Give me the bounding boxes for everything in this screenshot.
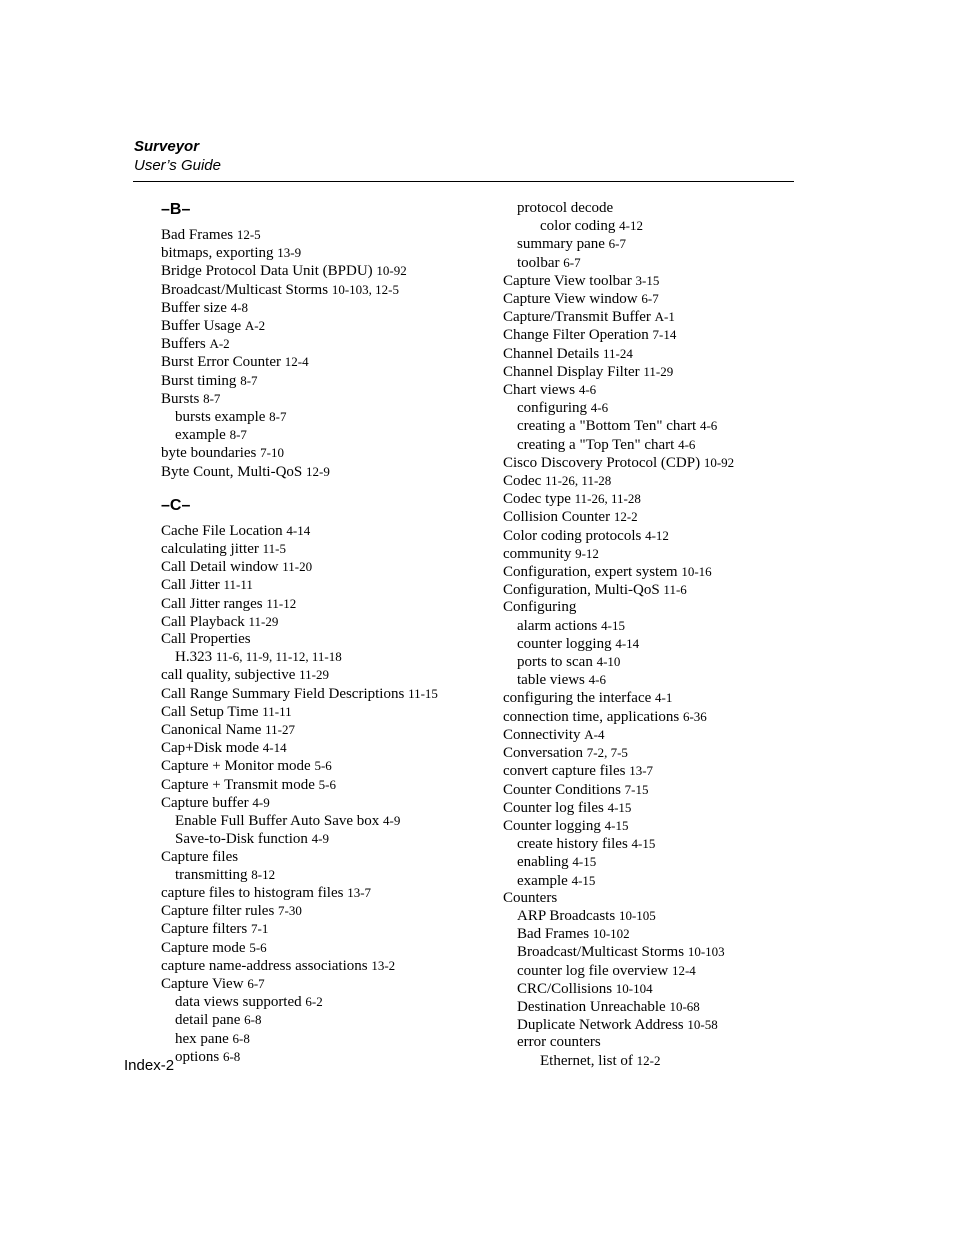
index-term: Call Jitter ranges	[161, 595, 263, 612]
header-rule	[133, 181, 794, 182]
index-entry	[503, 817, 734, 835]
page-reference[interactable]: 12-5	[236, 227, 261, 242]
index-term: creating a "Bottom Ten" chart	[517, 418, 697, 435]
index-term: H.323	[175, 649, 213, 666]
index-term: Bridge Protocol Data Unit (BPDU)	[161, 263, 373, 280]
section-heading: –C–	[161, 496, 191, 514]
index-entry	[503, 472, 734, 490]
page-reference[interactable]: 8-7	[240, 372, 258, 388]
index-term: Canonical Name	[161, 722, 262, 739]
index-subentry	[503, 671, 734, 689]
page-number: Index-2	[124, 1057, 175, 1074]
index-entry	[161, 902, 438, 920]
page-reference[interactable]: 11-26, 11-28	[574, 491, 641, 507]
index-entry	[161, 463, 438, 481]
page-reference[interactable]: 11-29	[643, 363, 674, 379]
index-subentry	[503, 617, 734, 635]
index-term: creating a "Top Ten" chart	[517, 436, 675, 453]
page-reference[interactable]: A-2	[209, 336, 230, 352]
index-term: capture name-address associations	[161, 957, 368, 974]
running-header-subtitle: User’s Guide	[134, 157, 221, 174]
index-subentry	[503, 417, 734, 435]
index-term: Codec	[503, 473, 542, 490]
page-reference[interactable]: 4-12	[619, 218, 643, 234]
page-reference[interactable]: 11-15	[408, 685, 438, 701]
page-reference[interactable]: 4-9	[383, 813, 401, 829]
index-column-right	[503, 200, 734, 1070]
page-reference[interactable]: 4-14	[262, 740, 287, 756]
page-reference[interactable]: 7-2, 7-5	[586, 745, 628, 761]
index-subentry	[503, 254, 734, 272]
index-term: color coding	[540, 218, 616, 235]
index-entry	[503, 563, 734, 581]
index-term: Chart views	[503, 382, 576, 399]
index-term: Counter log files	[503, 799, 604, 816]
index-entry	[161, 317, 438, 335]
index-term: Color coding protocols	[503, 527, 642, 544]
index-term: error counters	[517, 1034, 601, 1051]
index-entry	[161, 685, 438, 703]
index-subentry	[503, 853, 734, 871]
page-reference[interactable]: 8-7	[269, 409, 287, 425]
index-term: Configuration, Multi-QoS	[503, 582, 660, 599]
page-reference[interactable]: 8-7	[229, 427, 247, 443]
index-term: Capture View toolbar	[503, 272, 632, 289]
index-term: protocol decode	[517, 200, 614, 216]
index-subentry	[503, 200, 734, 217]
index-entry	[161, 353, 438, 371]
page-reference[interactable]: 10-102	[592, 926, 630, 942]
page-reference[interactable]: 6-8	[244, 1012, 262, 1028]
page-reference[interactable]: 12-4	[284, 354, 309, 370]
index-subentry	[503, 925, 734, 943]
page-reference[interactable]: 10-92	[703, 454, 735, 470]
index-subentry	[503, 962, 734, 980]
page-reference[interactable]: 12-9	[306, 463, 330, 479]
index-term: Collision Counter	[503, 509, 611, 526]
page-reference[interactable]: 11-5	[262, 541, 286, 557]
index-entry	[161, 595, 438, 613]
index-entry	[503, 454, 734, 472]
index-entry	[503, 781, 734, 799]
page-reference[interactable]: 4-15	[601, 617, 625, 633]
index-entry	[503, 272, 734, 290]
index-term: Capture/Transmit Buffer	[503, 309, 651, 326]
index-term: Cache File Location	[161, 522, 283, 539]
index-term: Call Jitter	[161, 577, 220, 594]
index-subentry	[503, 872, 734, 890]
page-reference[interactable]: 5-6	[318, 776, 336, 792]
index-term: summary pane	[517, 236, 605, 253]
page-reference[interactable]: 10-92	[376, 263, 407, 279]
index-subentry	[161, 866, 438, 884]
index-subentry	[161, 648, 438, 666]
page-reference[interactable]: 8-12	[251, 866, 276, 882]
index-term: Conversation	[503, 745, 583, 762]
index-term: Enable Full Buffer Auto Save box	[175, 813, 380, 830]
index-subentry	[161, 408, 438, 426]
index-term: Connectivity	[503, 726, 581, 743]
index-term: Capture files	[161, 848, 239, 865]
page-reference[interactable]: 11-29	[299, 667, 330, 683]
index-term: Capture View window	[503, 291, 638, 308]
index-term: example	[517, 872, 568, 889]
page-reference[interactable]: 4-15	[607, 799, 632, 815]
index-term: Configuration, expert system	[503, 564, 678, 581]
index-term: Call Properties	[161, 631, 251, 648]
index-term: Cap+Disk mode	[161, 740, 260, 757]
index-entry	[503, 527, 734, 545]
index-term: counter logging	[517, 635, 612, 652]
index-term: Broadcast/Multicast Storms	[161, 281, 329, 298]
index-entry	[161, 884, 438, 902]
index-term: Counter logging	[503, 817, 601, 834]
index-term: byte boundaries	[161, 445, 257, 462]
index-entry	[161, 794, 438, 812]
page-reference[interactable]: 11-12	[266, 595, 297, 611]
index-term: Call Detail window	[161, 559, 279, 576]
index-term: alarm actions	[517, 617, 598, 634]
index-term: Counter Conditions	[503, 781, 621, 798]
index-term: Broadcast/Multicast Storms	[517, 944, 685, 961]
page-reference[interactable]: 6-8	[232, 1030, 250, 1046]
index-entry	[503, 490, 734, 508]
index-term: counter log file overview	[517, 962, 669, 979]
page-reference[interactable]: 12-2	[636, 1052, 661, 1068]
page-reference[interactable]: 7-15	[624, 781, 649, 797]
index-entry	[503, 545, 734, 563]
index-term: options	[175, 1048, 220, 1065]
index-term: Destination Unreachable	[517, 998, 666, 1015]
index-subentry	[161, 1011, 438, 1029]
page-reference[interactable]: 4-6	[699, 418, 718, 434]
index-term: configuring	[517, 400, 587, 417]
index-entry	[161, 372, 438, 390]
page-reference[interactable]: 5-6	[249, 939, 267, 955]
page-reference[interactable]: 10-58	[687, 1017, 718, 1033]
index-term: community	[503, 545, 572, 562]
index-subentry	[503, 1016, 734, 1034]
index-entry	[503, 326, 734, 344]
index-subentry	[161, 426, 438, 444]
index-entry	[161, 703, 438, 721]
index-entry	[503, 345, 734, 363]
index-term: ports to scan	[517, 654, 593, 671]
index-term: calculating jitter	[161, 541, 259, 558]
page-reference[interactable]: 7-14	[652, 327, 677, 343]
page-reference[interactable]: 6-7	[608, 236, 626, 252]
page-reference[interactable]: A-2	[244, 318, 266, 334]
index-entry	[161, 957, 438, 975]
index-entry	[161, 849, 438, 866]
running-header-title: Surveyor	[134, 138, 200, 155]
page-reference[interactable]: 4-14	[615, 635, 640, 651]
index-subentry	[503, 1034, 734, 1051]
page-reference[interactable]: 6-7	[563, 254, 581, 270]
index-subentry	[503, 217, 734, 235]
index-subentry	[503, 635, 734, 653]
index-entry	[161, 920, 438, 938]
index-term: enabling	[517, 854, 569, 871]
index-term: Capture + Monitor mode	[161, 758, 311, 775]
index-entry	[161, 558, 438, 576]
page-reference[interactable]: 4-10	[596, 654, 621, 670]
page-reference[interactable]: 4-6	[578, 382, 597, 398]
page-reference[interactable]: 4-14	[286, 522, 311, 538]
page-reference[interactable]: 4-15	[604, 817, 629, 833]
index-entry	[161, 335, 438, 353]
index-entry	[161, 226, 438, 244]
page-reference[interactable]: 8-7	[203, 390, 221, 406]
index-entry	[503, 599, 734, 616]
index-term: Channel Details	[503, 345, 600, 362]
page-reference[interactable]: 5-6	[314, 758, 332, 774]
index-term: Call Playback	[161, 613, 245, 630]
page-reference[interactable]: 4-6	[590, 400, 609, 416]
page-reference[interactable]: 10-68	[669, 998, 700, 1014]
page-reference[interactable]: 11-29	[248, 613, 279, 629]
index-subentry	[503, 1052, 734, 1070]
page-reference[interactable]: 13-2	[371, 957, 396, 973]
index-entry	[161, 576, 438, 594]
index-term: Ethernet, list of	[540, 1052, 633, 1069]
index-entry	[161, 739, 438, 757]
index-term: Capture + Transmit mode	[161, 776, 315, 793]
page-reference[interactable]: 13-9	[277, 245, 302, 261]
page-reference[interactable]: 9-12	[575, 545, 599, 561]
index-term: hex pane	[175, 1030, 229, 1047]
index-term: Codec type	[503, 491, 571, 508]
index-entry	[161, 540, 438, 558]
index-entry	[161, 939, 438, 957]
page-reference[interactable]: 4-1	[655, 690, 673, 706]
index-term: call quality, subjective	[161, 667, 296, 684]
index-entry	[503, 308, 734, 326]
index-term: Burst timing	[161, 372, 237, 389]
index-term: Capture buffer	[161, 794, 249, 811]
index-entry	[503, 290, 734, 308]
index-term: Capture mode	[161, 939, 246, 956]
index-entry	[503, 581, 734, 599]
index-term: detail pane	[175, 1012, 241, 1029]
page-reference[interactable]: 10-105	[618, 907, 656, 923]
page-reference[interactable]: A-1	[654, 309, 675, 325]
page-reference[interactable]: 11-11	[262, 703, 292, 719]
index-term: Byte Count, Multi-QoS	[161, 463, 303, 480]
page-reference[interactable]: 11-26, 11-28	[545, 473, 612, 489]
index-entry	[503, 508, 734, 526]
page-reference[interactable]: 11-24	[602, 345, 633, 361]
page-reference[interactable]: 6-8	[222, 1048, 241, 1064]
page-reference[interactable]: 4-15	[631, 836, 656, 852]
index-term: ARP Broadcasts	[517, 907, 616, 924]
page-reference[interactable]: 11-20	[282, 559, 313, 575]
index-entry	[161, 262, 438, 280]
index-column-left	[161, 200, 438, 1066]
page-reference[interactable]: 4-9	[252, 794, 270, 810]
index-entry	[503, 890, 734, 907]
index-term: bursts example	[175, 409, 266, 426]
index-subentry	[503, 436, 734, 454]
index-entry	[161, 299, 438, 317]
index-entry	[161, 444, 438, 462]
index-term: table views	[517, 672, 585, 689]
page-reference[interactable]: 6-36	[682, 708, 707, 724]
index-subentry	[161, 993, 438, 1011]
index-subentry	[503, 907, 734, 925]
index-term: Channel Display Filter	[503, 363, 640, 380]
index-term: Buffers	[161, 336, 206, 353]
index-term: Save-to-Disk function	[175, 831, 308, 848]
section-heading: –B–	[161, 201, 191, 218]
index-entry	[503, 363, 734, 381]
index-term: Burst Error Counter	[161, 354, 281, 371]
index-term: connection time, applications	[503, 708, 680, 725]
index-term: capture files to histogram files	[161, 884, 344, 901]
index-subentry	[161, 1030, 438, 1048]
index-term: Change Filter Operation	[503, 327, 649, 344]
index-term: CRC/Collisions	[517, 980, 613, 997]
page-reference[interactable]: 11-27	[265, 722, 295, 738]
page-reference[interactable]: 12-2	[613, 509, 638, 525]
page-reference[interactable]: 12-4	[671, 962, 696, 978]
page-reference[interactable]: 3-15	[635, 272, 660, 288]
index-entry	[503, 744, 734, 762]
index-term: Buffer Usage	[161, 318, 242, 335]
page-reference[interactable]: 11-6	[663, 582, 687, 598]
index-subentry	[503, 235, 734, 253]
index-term: configuring the interface	[503, 690, 652, 707]
page-reference[interactable]: 10-103, 12-5	[331, 281, 399, 297]
index-term: Bad Frames	[161, 227, 234, 243]
index-entry	[161, 975, 438, 993]
index-term: create history files	[517, 836, 628, 853]
page-reference[interactable]: 7-10	[260, 445, 284, 461]
page-reference[interactable]: 4-6	[588, 672, 606, 688]
index-subentry	[161, 812, 438, 830]
index-subentry	[161, 830, 438, 848]
index-term: Configuring	[503, 599, 577, 616]
index-term: Cisco Discovery Protocol (CDP)	[503, 454, 701, 471]
page-reference[interactable]: 4-12	[645, 527, 669, 543]
index-term: Capture filter rules	[161, 903, 275, 920]
index-term: transmitting	[175, 866, 248, 883]
index-term: bitmaps, exporting	[161, 245, 274, 262]
index-entry	[161, 522, 438, 540]
page-reference[interactable]: 7-1	[250, 921, 269, 937]
page-reference[interactable]: 11-11	[223, 577, 253, 593]
index-entry	[503, 708, 734, 726]
index-term: Duplicate Network Address	[517, 1017, 684, 1034]
index-term: Capture View	[161, 975, 244, 992]
page-reference[interactable]: 4-6	[678, 436, 696, 452]
index-term: Counters	[503, 889, 558, 906]
index-entry	[161, 613, 438, 631]
index-entry	[503, 726, 734, 744]
page-reference[interactable]: 4-9	[311, 831, 329, 847]
page-reference[interactable]: 6-7	[641, 291, 659, 307]
index-subentry	[503, 943, 734, 961]
index-term: Bursts	[161, 390, 200, 407]
index-entry	[161, 281, 438, 299]
index-subentry	[503, 399, 734, 417]
index-entry	[161, 631, 438, 648]
index-entry	[161, 666, 438, 684]
index-term: toolbar	[517, 254, 560, 271]
index-term: Bad Frames	[517, 926, 590, 943]
page-reference[interactable]: 4-15	[571, 872, 596, 888]
index-entry	[503, 762, 734, 780]
page-reference[interactable]: 7-30	[278, 903, 302, 919]
index-term: Call Range Summary Field Descriptions	[161, 685, 405, 702]
index-entry	[161, 721, 438, 739]
index-subentry	[161, 1048, 438, 1066]
index-entry	[161, 244, 438, 262]
index-term: Buffer size	[161, 299, 227, 316]
page-reference[interactable]: 4-15	[572, 854, 597, 870]
page-reference[interactable]: 6-7	[247, 975, 265, 991]
page-reference[interactable]: 6-2	[305, 994, 323, 1010]
index-entry	[161, 390, 438, 408]
index-entry	[161, 776, 438, 794]
index-subentry	[503, 980, 734, 998]
index-entry	[503, 799, 734, 817]
page-reference[interactable]: A-4	[584, 726, 605, 742]
index-entry	[503, 381, 734, 399]
index-term: Call Setup Time	[161, 703, 259, 720]
index-subentry	[503, 835, 734, 853]
page-reference[interactable]: 10-16	[681, 564, 712, 580]
index-term: example	[175, 427, 226, 444]
page-reference[interactable]: 13-7	[629, 763, 654, 779]
index-term: convert capture files	[503, 763, 626, 780]
page-reference[interactable]: 4-8	[230, 299, 249, 315]
index-entry	[161, 757, 438, 775]
page-reference[interactable]: 11-6, 11-9, 11-12, 11-18	[215, 649, 342, 665]
index-entry	[503, 689, 734, 707]
index-term: Capture filters	[161, 921, 248, 938]
page-reference[interactable]: 10-103	[687, 944, 725, 960]
page-reference[interactable]: 10-104	[615, 980, 653, 996]
index-subentry	[503, 998, 734, 1016]
index-term: data views supported	[175, 994, 302, 1011]
page-reference[interactable]: 13-7	[347, 884, 372, 900]
index-subentry	[503, 653, 734, 671]
